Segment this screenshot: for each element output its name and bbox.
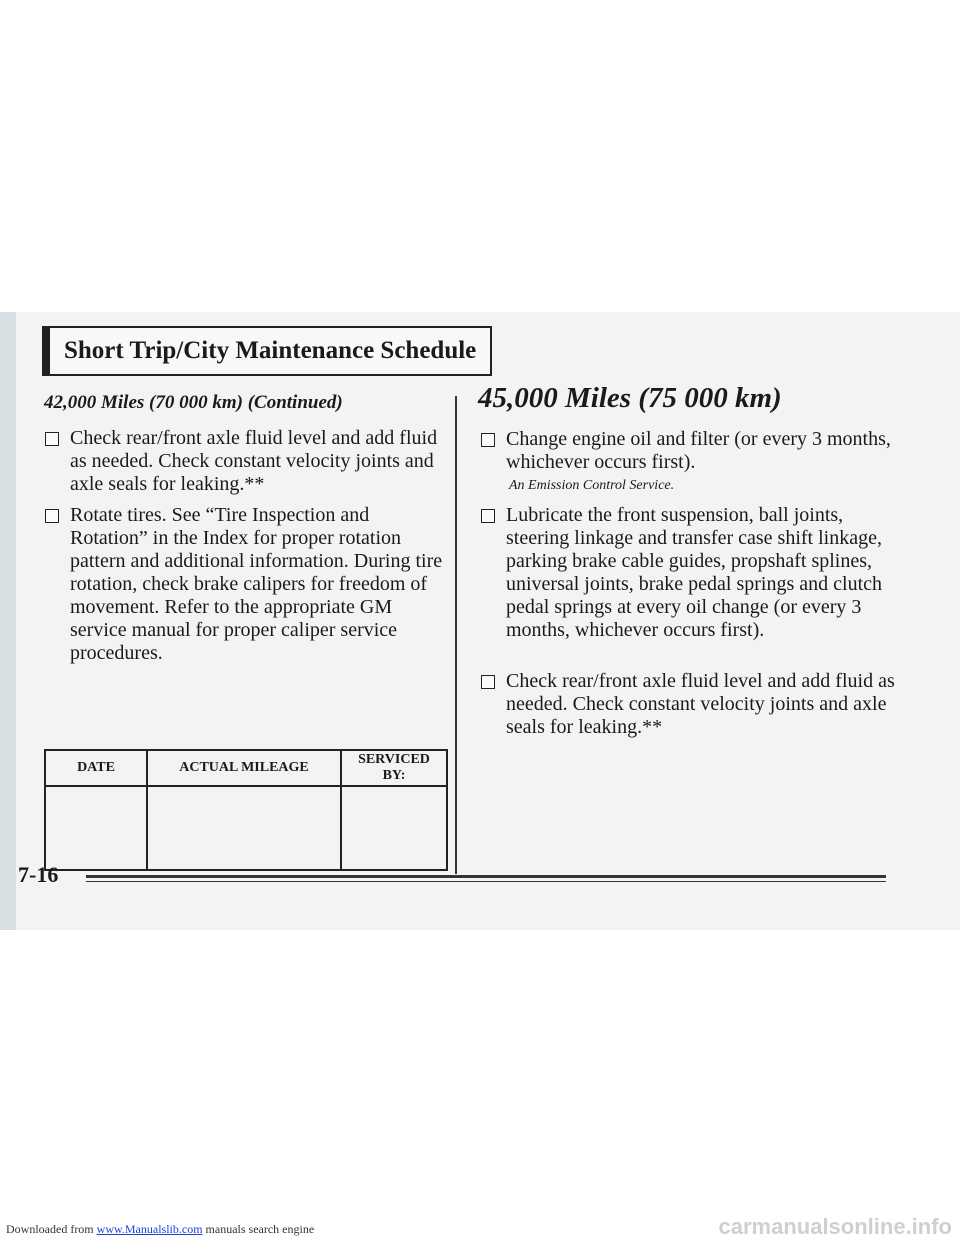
service-record-table — [44, 749, 448, 871]
checklist-item — [480, 670, 900, 739]
right-subheading: 45,000 Miles (75 000 km) — [478, 382, 782, 414]
watermark: carmanualsonline.info — [718, 1214, 952, 1239]
download-footer — [6, 1222, 314, 1237]
checkbox[interactable] — [45, 432, 59, 446]
footer-prefix: Downloaded from — [6, 1222, 94, 1236]
checklist-item-text: Rotate tires. See “Tire Inspection and Rotation” in the Index for proper rotation pattern and additional information. During tire rotation, check brake calipers for freedom of movement. Refer to the appropriate GM service manual for proper caliper service procedures. — [70, 504, 443, 664]
checkbox[interactable] — [481, 433, 495, 447]
checkbox[interactable] — [481, 509, 495, 523]
table-header-date: DATE — [45, 750, 147, 786]
date-cell[interactable] — [45, 786, 147, 870]
footer-rule — [86, 875, 886, 878]
checklist-item — [480, 428, 900, 474]
table-header-mileage: ACTUAL MILEAGE — [147, 750, 341, 786]
page-number: 7-16 — [18, 862, 59, 887]
checklist-item — [44, 427, 444, 496]
page-edge-strip — [0, 312, 16, 930]
footer-suffix: manuals search engine — [205, 1222, 315, 1236]
column-divider — [455, 396, 457, 874]
checkbox[interactable] — [45, 509, 59, 523]
checklist-item-text: Check rear/front axle fluid level and add fluid as needed. Check constant velocity joints and axle seals for leaking.** — [70, 427, 438, 495]
manualslib-link[interactable]: www.Manualslib.com — [96, 1222, 203, 1236]
table-header-serviced-by: SERVICED BY: — [341, 750, 447, 786]
checklist-item-text: Lubricate the front suspension, ball joints, steering linkage and transfer case shift linkage, parking brake cable guides, propshaft splines, universal joints, brake pedal springs and clutch pedal springs at every oil change (or every 3 months, whichever occurs first). — [506, 504, 883, 641]
page-title: Short Trip/City Maintenance Schedule — [42, 326, 492, 376]
checklist-item — [44, 504, 444, 665]
checklist-item-text: Check rear/front axle fluid level and add fluid as needed. Check constant velocity joints and axle seals for leaking.** — [506, 670, 895, 738]
left-subheading: 42,000 Miles (70 000 km) (Continued) — [44, 392, 343, 413]
checkbox[interactable] — [481, 675, 495, 689]
checklist-item-text: Change engine oil and filter (or every 3 months, whichever occurs first). — [506, 428, 891, 473]
emission-note: An Emission Control Service. — [509, 478, 675, 493]
serviced-by-cell[interactable] — [341, 786, 447, 870]
checklist-item — [480, 504, 900, 642]
mileage-cell[interactable] — [147, 786, 341, 870]
footer-rule-thin — [86, 881, 886, 882]
